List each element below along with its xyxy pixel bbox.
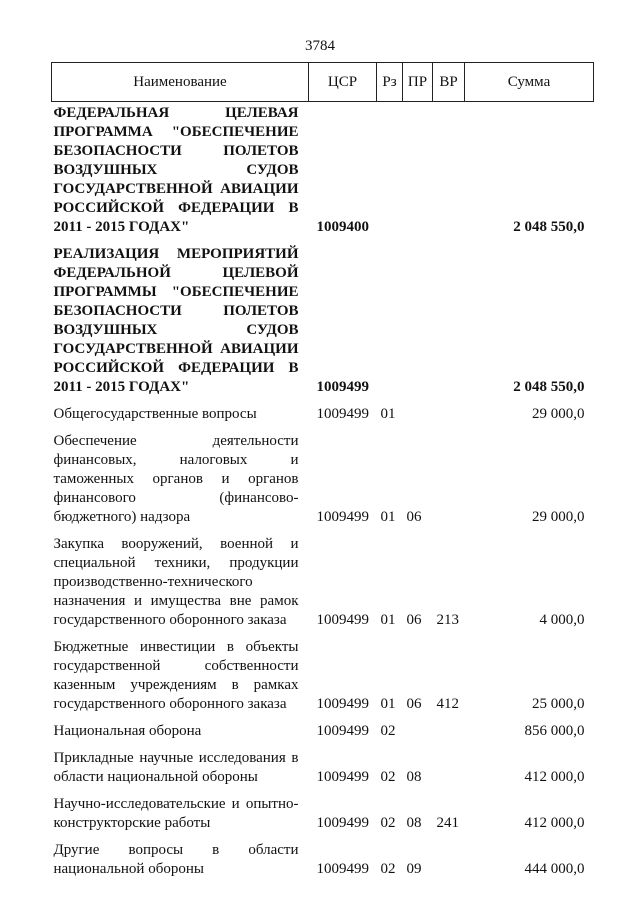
row-pr — [403, 714, 433, 741]
row-name: Прикладные научные исследования в области национальной обороны — [53, 750, 299, 785]
page-number: 3784 — [305, 38, 335, 54]
row-sum: 412 000,0 — [524, 815, 585, 831]
table-row — [52, 714, 594, 741]
header-rz: Рз — [377, 63, 403, 102]
table-row — [52, 741, 594, 787]
row-sum: 856 000,0 — [524, 723, 585, 739]
row-sum: 444 000,0 — [524, 861, 585, 877]
row-pr: 06 — [406, 612, 422, 628]
row-pr: 08 — [406, 815, 422, 831]
row-sum: 4 000,0 — [539, 612, 585, 628]
row-csr: 1009499 — [316, 861, 369, 877]
row-rz: 01 — [380, 696, 396, 712]
header-sum: Сумма — [465, 63, 594, 102]
row-name: Другие вопросы в области национальной обороны — [53, 842, 299, 877]
row-rz: 02 — [380, 815, 396, 831]
header-pr: ПР — [403, 63, 433, 102]
row-name: РЕАЛИЗАЦИЯ МЕРОПРИЯТИЙ ФЕДЕРАЛЬНОЙ ЦЕЛЕВОЙ ПРОГРАММЫ "ОБЕСПЕЧЕНИЕ БЕЗОПАСНОСТИ ПОЛЕТОВ ВОЗДУШНЫХ СУДОВ ГОСУДАРСТВЕННОЙ АВИАЦИИ РОССИЙСКОЙ ФЕДЕРАЦИИ В 2011 - 2015 ГОДАХ" — [53, 246, 299, 395]
header-vr: ВР — [433, 63, 465, 102]
row-pr — [403, 237, 433, 397]
table-row — [52, 237, 594, 397]
table-row — [52, 630, 594, 714]
table-row — [52, 102, 594, 238]
row-name: ФЕДЕРАЛЬНАЯ ЦЕЛЕВАЯ ПРОГРАММА "ОБЕСПЕЧЕНИЕ БЕЗОПАСНОСТИ ПОЛЕТОВ ВОЗДУШНЫХ СУДОВ ГОСУДАРСТВЕННОЙ АВИАЦИИ РОССИЙСКОЙ ФЕДЕРАЦИИ В 2011 - 2015 ГОДАХ" — [53, 105, 299, 235]
row-csr: 1009499 — [316, 723, 369, 739]
row-csr: 1009499 — [316, 612, 369, 628]
row-rz: 02 — [380, 769, 396, 785]
row-rz: 01 — [380, 406, 396, 422]
row-vr — [433, 102, 465, 238]
header-row — [52, 63, 594, 102]
row-name: Общегосударственные вопросы — [53, 406, 257, 422]
row-name: Национальная оборона — [53, 723, 202, 739]
row-csr: 1009499 — [316, 379, 369, 395]
row-sum: 2 048 550,0 — [513, 219, 585, 235]
row-csr: 1009400 — [316, 219, 369, 235]
row-sum: 29 000,0 — [532, 406, 585, 422]
row-csr: 1009499 — [316, 815, 369, 831]
table-row — [52, 527, 594, 630]
row-vr: 241 — [436, 815, 459, 831]
row-vr: 412 — [436, 696, 459, 712]
row-sum: 412 000,0 — [524, 769, 585, 785]
row-rz — [377, 237, 403, 397]
row-csr: 1009499 — [316, 406, 369, 422]
row-rz: 02 — [380, 861, 396, 877]
row-vr — [433, 424, 465, 527]
table-row — [52, 424, 594, 527]
header-name: Наименование — [52, 63, 309, 102]
row-csr: 1009499 — [316, 696, 369, 712]
row-pr: 08 — [406, 769, 422, 785]
row-pr: 06 — [406, 696, 422, 712]
row-vr — [433, 833, 465, 879]
row-rz: 01 — [380, 509, 396, 525]
row-csr: 1009499 — [316, 769, 369, 785]
row-vr — [433, 714, 465, 741]
row-pr: 09 — [406, 861, 422, 877]
row-rz: 02 — [380, 723, 396, 739]
table-body — [52, 102, 594, 880]
row-pr: 06 — [406, 509, 422, 525]
table-row — [52, 833, 594, 879]
row-name: Закупка вооружений, военной и специальной техники, продукции производственно-технического назначения и имущества вне рамок государственного оборонного заказа — [53, 536, 299, 628]
table-row — [52, 787, 594, 833]
row-rz — [377, 102, 403, 238]
row-name: Научно-исследовательские и опытно-конструкторские работы — [53, 796, 299, 831]
row-rz: 01 — [380, 612, 396, 628]
row-csr: 1009499 — [316, 509, 369, 525]
row-sum: 29 000,0 — [532, 509, 585, 525]
row-sum: 2 048 550,0 — [513, 379, 585, 395]
header-csr: ЦСР — [309, 63, 377, 102]
budget-table — [51, 62, 594, 879]
row-name: Бюджетные инвестиции в объекты государственной собственности казенным учреждениям в рамках государственного оборонного заказа — [53, 639, 299, 712]
row-pr — [403, 397, 433, 424]
row-pr — [403, 102, 433, 238]
table-header — [52, 63, 594, 102]
row-name: Обеспечение деятельности финансовых, налоговых и таможенных органов и органов финансового (финансово-бюджетного) надзора — [53, 433, 299, 525]
row-sum: 25 000,0 — [532, 696, 585, 712]
row-vr — [433, 741, 465, 787]
row-vr: 213 — [436, 612, 459, 628]
table-row — [52, 397, 594, 424]
row-vr — [433, 397, 465, 424]
row-vr — [433, 237, 465, 397]
